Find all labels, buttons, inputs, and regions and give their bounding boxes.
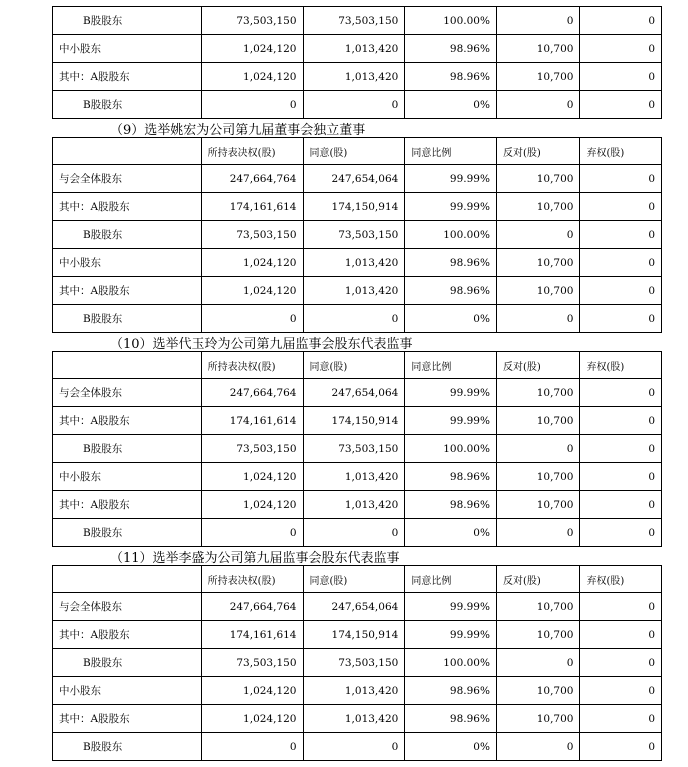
table-row: [53, 91, 662, 119]
agree-ratio: 100.00%: [405, 435, 497, 463]
oppose-votes: 10,700: [496, 621, 580, 649]
oppose-votes: 0: [496, 435, 580, 463]
oppose-votes: 10,700: [496, 593, 580, 621]
table-header-row: [53, 352, 662, 379]
held-votes: 1,024,120: [201, 35, 303, 63]
agree-ratio: 100.00%: [405, 221, 497, 249]
held-votes: 174,161,614: [201, 407, 303, 435]
header-agree: 同意(股): [303, 566, 405, 593]
held-votes: 247,664,764: [201, 593, 303, 621]
oppose-votes: 10,700: [496, 165, 580, 193]
abstain-votes: 0: [580, 277, 662, 305]
oppose-votes: 10,700: [496, 463, 580, 491]
abstain-votes: 0: [580, 677, 662, 705]
agree-votes: 247,654,064: [303, 593, 405, 621]
table-row: [53, 649, 662, 677]
row-label: B股股东: [53, 91, 202, 119]
agree-ratio: 98.96%: [405, 35, 497, 63]
oppose-votes: 10,700: [496, 35, 580, 63]
agree-votes: 247,654,064: [303, 379, 405, 407]
row-label: 其中：A股股东: [53, 621, 202, 649]
header-ratio: 同意比例: [405, 138, 497, 165]
table-row: [53, 463, 662, 491]
table-row: [53, 491, 662, 519]
held-votes: 1,024,120: [201, 63, 303, 91]
vote-table: [52, 565, 662, 761]
table-row: [53, 249, 662, 277]
held-votes: 1,024,120: [201, 277, 303, 305]
row-label: B股股东: [53, 221, 202, 249]
agree-votes: 174,150,914: [303, 407, 405, 435]
oppose-votes: 0: [496, 305, 580, 333]
abstain-votes: 0: [580, 305, 662, 333]
agree-votes: 1,013,420: [303, 35, 405, 63]
oppose-votes: 10,700: [496, 677, 580, 705]
table-row: [53, 305, 662, 333]
table-header-row: [53, 566, 662, 593]
agree-ratio: 98.96%: [405, 249, 497, 277]
held-votes: 1,024,120: [201, 677, 303, 705]
oppose-votes: 0: [496, 221, 580, 249]
header-agree: 同意(股): [303, 352, 405, 379]
table-row: [53, 379, 662, 407]
abstain-votes: 0: [580, 407, 662, 435]
held-votes: 247,664,764: [201, 165, 303, 193]
abstain-votes: 0: [580, 491, 662, 519]
abstain-votes: 0: [580, 705, 662, 733]
oppose-votes: 10,700: [496, 249, 580, 277]
header-agree: 同意(股): [303, 138, 405, 165]
row-label: 与会全体股东: [53, 379, 202, 407]
agree-ratio: 99.99%: [405, 407, 497, 435]
oppose-votes: 0: [496, 91, 580, 119]
row-label: B股股东: [53, 519, 202, 547]
agree-votes: 0: [303, 519, 405, 547]
table-row: [53, 621, 662, 649]
abstain-votes: 0: [580, 435, 662, 463]
oppose-votes: 0: [496, 7, 580, 35]
header-oppose: 反对(股): [496, 138, 580, 165]
agree-votes: 0: [303, 733, 405, 761]
abstain-votes: 0: [580, 593, 662, 621]
table-header-row: [53, 138, 662, 165]
row-label: 与会全体股东: [53, 165, 202, 193]
row-label: 其中：A股股东: [53, 193, 202, 221]
agree-votes: 174,150,914: [303, 193, 405, 221]
row-label: 中小股东: [53, 249, 202, 277]
abstain-votes: 0: [580, 221, 662, 249]
agree-ratio: 99.99%: [405, 621, 497, 649]
header-blank: [53, 566, 202, 593]
header-held: 所持表决权(股): [201, 566, 303, 593]
abstain-votes: 0: [580, 91, 662, 119]
agree-ratio: 98.96%: [405, 277, 497, 305]
oppose-votes: 10,700: [496, 705, 580, 733]
agree-votes: 0: [303, 305, 405, 333]
agree-votes: 0: [303, 91, 405, 119]
oppose-votes: 0: [496, 733, 580, 761]
agree-votes: 1,013,420: [303, 463, 405, 491]
agree-ratio: 0%: [405, 91, 497, 119]
agree-votes: 73,503,150: [303, 649, 405, 677]
held-votes: 0: [201, 305, 303, 333]
table-row: [53, 705, 662, 733]
row-label: 其中：A股股东: [53, 491, 202, 519]
header-oppose: 反对(股): [496, 566, 580, 593]
row-label: 其中：A股股东: [53, 277, 202, 305]
agree-ratio: 0%: [405, 519, 497, 547]
agree-ratio: 98.96%: [405, 677, 497, 705]
held-votes: 1,024,120: [201, 491, 303, 519]
agree-votes: 174,150,914: [303, 621, 405, 649]
agree-ratio: 99.99%: [405, 593, 497, 621]
abstain-votes: 0: [580, 379, 662, 407]
agree-votes: 1,013,420: [303, 63, 405, 91]
agree-votes: 73,503,150: [303, 435, 405, 463]
held-votes: 174,161,614: [201, 193, 303, 221]
section-title: （11）选举李盛为公司第九届监事会股东代表监事: [110, 551, 400, 566]
vote-table: [52, 351, 662, 547]
row-label: B股股东: [53, 435, 202, 463]
table-row: [53, 677, 662, 705]
abstain-votes: 0: [580, 733, 662, 761]
header-held: 所持表决权(股): [201, 352, 303, 379]
table-row: [53, 7, 662, 35]
agree-ratio: 99.99%: [405, 379, 497, 407]
table-row: [53, 277, 662, 305]
vote-table-continued: [52, 6, 662, 119]
table-row: [53, 165, 662, 193]
table-row: [53, 593, 662, 621]
agree-ratio: 99.99%: [405, 193, 497, 221]
oppose-votes: 0: [496, 649, 580, 677]
agree-votes: 73,503,150: [303, 221, 405, 249]
header-blank: [53, 352, 202, 379]
oppose-votes: 0: [496, 519, 580, 547]
agree-votes: 1,013,420: [303, 705, 405, 733]
header-ratio: 同意比例: [405, 566, 497, 593]
held-votes: 174,161,614: [201, 621, 303, 649]
row-label: B股股东: [53, 7, 202, 35]
agree-votes: 1,013,420: [303, 491, 405, 519]
held-votes: 1,024,120: [201, 249, 303, 277]
table-row: [53, 519, 662, 547]
table-row: [53, 407, 662, 435]
abstain-votes: 0: [580, 463, 662, 491]
row-label: 中小股东: [53, 463, 202, 491]
agree-votes: 73,503,150: [303, 7, 405, 35]
header-abstain: 弃权(股): [580, 138, 662, 165]
header-held: 所持表决权(股): [201, 138, 303, 165]
header-abstain: 弃权(股): [580, 352, 662, 379]
held-votes: 0: [201, 519, 303, 547]
held-votes: 1,024,120: [201, 463, 303, 491]
oppose-votes: 10,700: [496, 193, 580, 221]
held-votes: 247,664,764: [201, 379, 303, 407]
agree-ratio: 98.96%: [405, 63, 497, 91]
table-row: [53, 435, 662, 463]
abstain-votes: 0: [580, 165, 662, 193]
agree-ratio: 98.96%: [405, 705, 497, 733]
agree-votes: 1,013,420: [303, 277, 405, 305]
held-votes: 1,024,120: [201, 705, 303, 733]
abstain-votes: 0: [580, 193, 662, 221]
row-label: B股股东: [53, 649, 202, 677]
abstain-votes: 0: [580, 649, 662, 677]
held-votes: 73,503,150: [201, 221, 303, 249]
row-label: 其中：A股股东: [53, 407, 202, 435]
agree-votes: 1,013,420: [303, 249, 405, 277]
abstain-votes: 0: [580, 35, 662, 63]
table-row: [53, 221, 662, 249]
oppose-votes: 10,700: [496, 407, 580, 435]
agree-ratio: 98.96%: [405, 463, 497, 491]
agree-ratio: 100.00%: [405, 7, 497, 35]
held-votes: 73,503,150: [201, 649, 303, 677]
table-row: [53, 35, 662, 63]
abstain-votes: 0: [580, 519, 662, 547]
agree-ratio: 99.99%: [405, 165, 497, 193]
held-votes: 73,503,150: [201, 7, 303, 35]
section-title: （9）选举姚宏为公司第九届董事会独立董事: [110, 123, 366, 138]
section-title: （10）选举代玉玲为公司第九届监事会股东代表监事: [110, 337, 413, 352]
row-label: 与会全体股东: [53, 593, 202, 621]
oppose-votes: 10,700: [496, 379, 580, 407]
oppose-votes: 10,700: [496, 491, 580, 519]
agree-votes: 1,013,420: [303, 677, 405, 705]
held-votes: 73,503,150: [201, 435, 303, 463]
abstain-votes: 0: [580, 621, 662, 649]
row-label: 其中：A股股东: [53, 63, 202, 91]
row-label: 中小股东: [53, 35, 202, 63]
agree-ratio: 0%: [405, 305, 497, 333]
abstain-votes: 0: [580, 7, 662, 35]
header-abstain: 弃权(股): [580, 566, 662, 593]
row-label: 中小股东: [53, 677, 202, 705]
agree-ratio: 100.00%: [405, 649, 497, 677]
row-label: B股股东: [53, 733, 202, 761]
header-blank: [53, 138, 202, 165]
oppose-votes: 10,700: [496, 277, 580, 305]
held-votes: 0: [201, 733, 303, 761]
held-votes: 0: [201, 91, 303, 119]
agree-ratio: 0%: [405, 733, 497, 761]
header-ratio: 同意比例: [405, 352, 497, 379]
abstain-votes: 0: [580, 63, 662, 91]
row-label: B股股东: [53, 305, 202, 333]
header-oppose: 反对(股): [496, 352, 580, 379]
vote-table: [52, 137, 662, 333]
table-row: [53, 733, 662, 761]
abstain-votes: 0: [580, 249, 662, 277]
oppose-votes: 10,700: [496, 63, 580, 91]
row-label: 其中：A股股东: [53, 705, 202, 733]
agree-votes: 247,654,064: [303, 165, 405, 193]
table-row: [53, 193, 662, 221]
agree-ratio: 98.96%: [405, 491, 497, 519]
table-row: [53, 63, 662, 91]
